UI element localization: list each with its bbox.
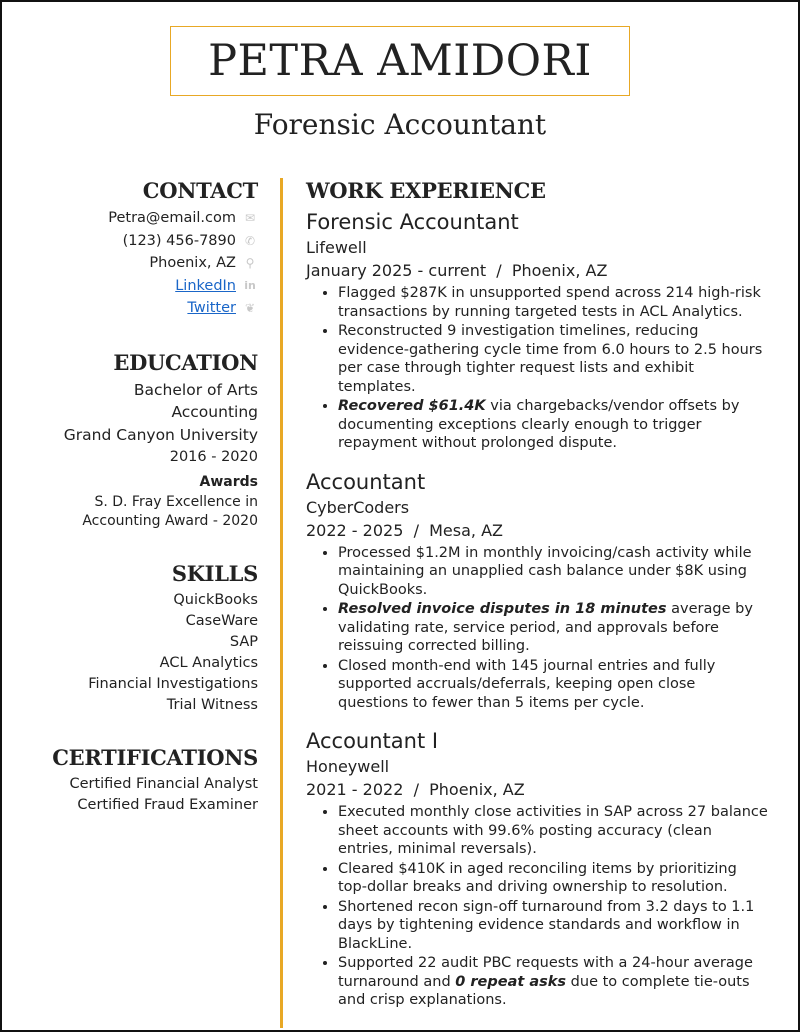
bullet-text: Processed $1.2M in monthly invoicing/cash activity while maintaining an unapplied cash balance under $8K using QuickBooks. [338, 544, 752, 598]
job-dates: 2022 - 2025 [306, 520, 404, 540]
bullet-text: Closed month-end with 145 journal entries and fully supported accruals/deferrals, keeping open close questions to fewer than 5 items per cycle. [338, 657, 716, 711]
contact-linkedin[interactable] [30, 275, 258, 298]
bullet-emphasis: 0 repeat asks [455, 973, 567, 990]
skill-item: Trial Witness [166, 696, 258, 713]
job-meta: 2022 - 2025 / Mesa, AZ [306, 520, 503, 540]
bullet-item [338, 657, 770, 713]
award-line-2: Accounting Award - 2020 [82, 512, 258, 529]
bullet-text: Reconstructed 9 investigation timelines, reducing evidence-gathering cycle time from 6.0 hours to 2.5 hours per case through tighter request lists and exhibit templates. [338, 323, 763, 395]
bullet-text: Executed monthly close activities in SAP across 27 balance sheet accounts with 99.6% posting accuracy (clean entries, minimal reversals). [338, 804, 768, 857]
bullet-text: Supported 22 audit PBC requests with a 24-hour average turnaround and [338, 955, 753, 990]
name-box [170, 26, 630, 96]
linkedin-link[interactable]: LinkedIn [175, 277, 236, 294]
bullet-item [338, 954, 770, 1010]
contact-heading: CONTACT [142, 178, 258, 203]
bullet-emphasis: Recovered $61.4K [338, 398, 486, 414]
bullet-text: via chargebacks/vendor offsets by documenting exceptions clearly enough to trigger repayment without prolonged dispute. [338, 398, 740, 451]
job-location: Phoenix, AZ [429, 780, 525, 799]
map-pin-icon: ⚲ [245, 256, 255, 270]
phone-icon: ✆ [244, 233, 256, 248]
bullet-text: Flagged $287K in unsupported spend across 214 high-risk transactions by running targeted tests in ACL Analytics. [338, 285, 761, 320]
contact-location [30, 252, 258, 275]
contact-phone [30, 230, 258, 253]
linkedin-icon: in [244, 278, 256, 292]
bullet-item [338, 898, 770, 954]
bullet-text: Cleared $410K in aged reconciling items by prioritizing top-dollar breaks and driving ownership to resolution. [338, 860, 737, 895]
email-text[interactable]: Petra@email.com [108, 210, 236, 226]
certifications-heading: CERTIFICATIONS [52, 744, 258, 770]
bullet-item [338, 544, 770, 600]
bullet-list [306, 284, 770, 453]
cert-item: Certified Fraud Examiner [77, 797, 258, 813]
skill-item: ACL Analytics [159, 654, 258, 671]
bullet-emphasis: Resolved invoice disputes in 18 minutes [338, 601, 667, 617]
right-column [306, 178, 770, 1011]
left-column [30, 178, 258, 817]
work-experience-heading: WORK EXPERIENCE [306, 178, 546, 203]
bullet-list [306, 544, 770, 713]
job-location: Phoenix, AZ [511, 261, 608, 280]
location-text: Phoenix, AZ [149, 255, 236, 271]
company: CyberCoders [306, 497, 410, 517]
bullet-item [338, 600, 770, 656]
school: Grand Canyon University [63, 425, 258, 444]
bullet-list [306, 803, 770, 1010]
skill-item: Financial Investigations [88, 675, 258, 692]
job-entry [306, 209, 770, 453]
job-title: Accountant [306, 469, 426, 494]
skill-item: SAP [229, 633, 258, 650]
awards-heading: Awards [199, 473, 258, 490]
bullet-text: Shortened recon sign-off turnaround from 3.2 days to 1.1 days by tightening evidence standards and workflow in BlackLine. [338, 898, 755, 952]
degree: Bachelor of Arts [133, 380, 258, 399]
contact-twitter[interactable] [30, 297, 258, 320]
twitter-link[interactable]: Twitter [187, 300, 236, 316]
bullet-item [338, 860, 770, 897]
bullet-item [338, 803, 770, 859]
job-title-header: Forensic Accountant [253, 108, 547, 141]
job-entry [306, 469, 770, 713]
job-location: Mesa, AZ [429, 520, 503, 540]
company: Honeywell [306, 757, 390, 776]
column-divider [280, 178, 283, 1028]
award-line-1: S. D. Fray Excellence in [94, 493, 258, 510]
bullet-item [338, 397, 770, 453]
skill-item: QuickBooks [173, 591, 258, 608]
contact-email[interactable] [30, 207, 258, 230]
job-dates: January 2025 - current [306, 261, 487, 280]
skills-heading: SKILLS [171, 560, 258, 586]
bullet-item [338, 284, 770, 321]
job-dates: 2021 - 2022 [306, 780, 404, 799]
edu-years: 2016 - 2020 [169, 449, 258, 465]
company: Lifewell [306, 238, 367, 257]
phone-text: (123) 456-7890 [122, 232, 236, 249]
job-meta: 2021 - 2022 / Phoenix, AZ [306, 780, 525, 799]
skill-item: CaseWare [185, 612, 258, 629]
job-entry [306, 728, 770, 1010]
job-meta: January 2025 - current / Phoenix, AZ [306, 261, 608, 280]
bullet-text: due to complete tie-outs and crisp explanations. [338, 973, 750, 1008]
bullet-item [338, 322, 770, 396]
major: Accounting [171, 403, 258, 421]
bullet-text: average by validating rate, service period, and approvals before reissuing corrected billing. [338, 601, 753, 654]
job-title: Accountant I [306, 729, 439, 753]
candidate-name: PETRA AMIDORI [208, 36, 592, 86]
twitter-icon: ❦ [244, 301, 256, 315]
job-title: Forensic Accountant [306, 210, 519, 234]
cert-item: Certified Financial Analyst [69, 775, 258, 792]
education-heading: EDUCATION [113, 349, 258, 375]
envelope-icon: ✉ [244, 211, 256, 225]
